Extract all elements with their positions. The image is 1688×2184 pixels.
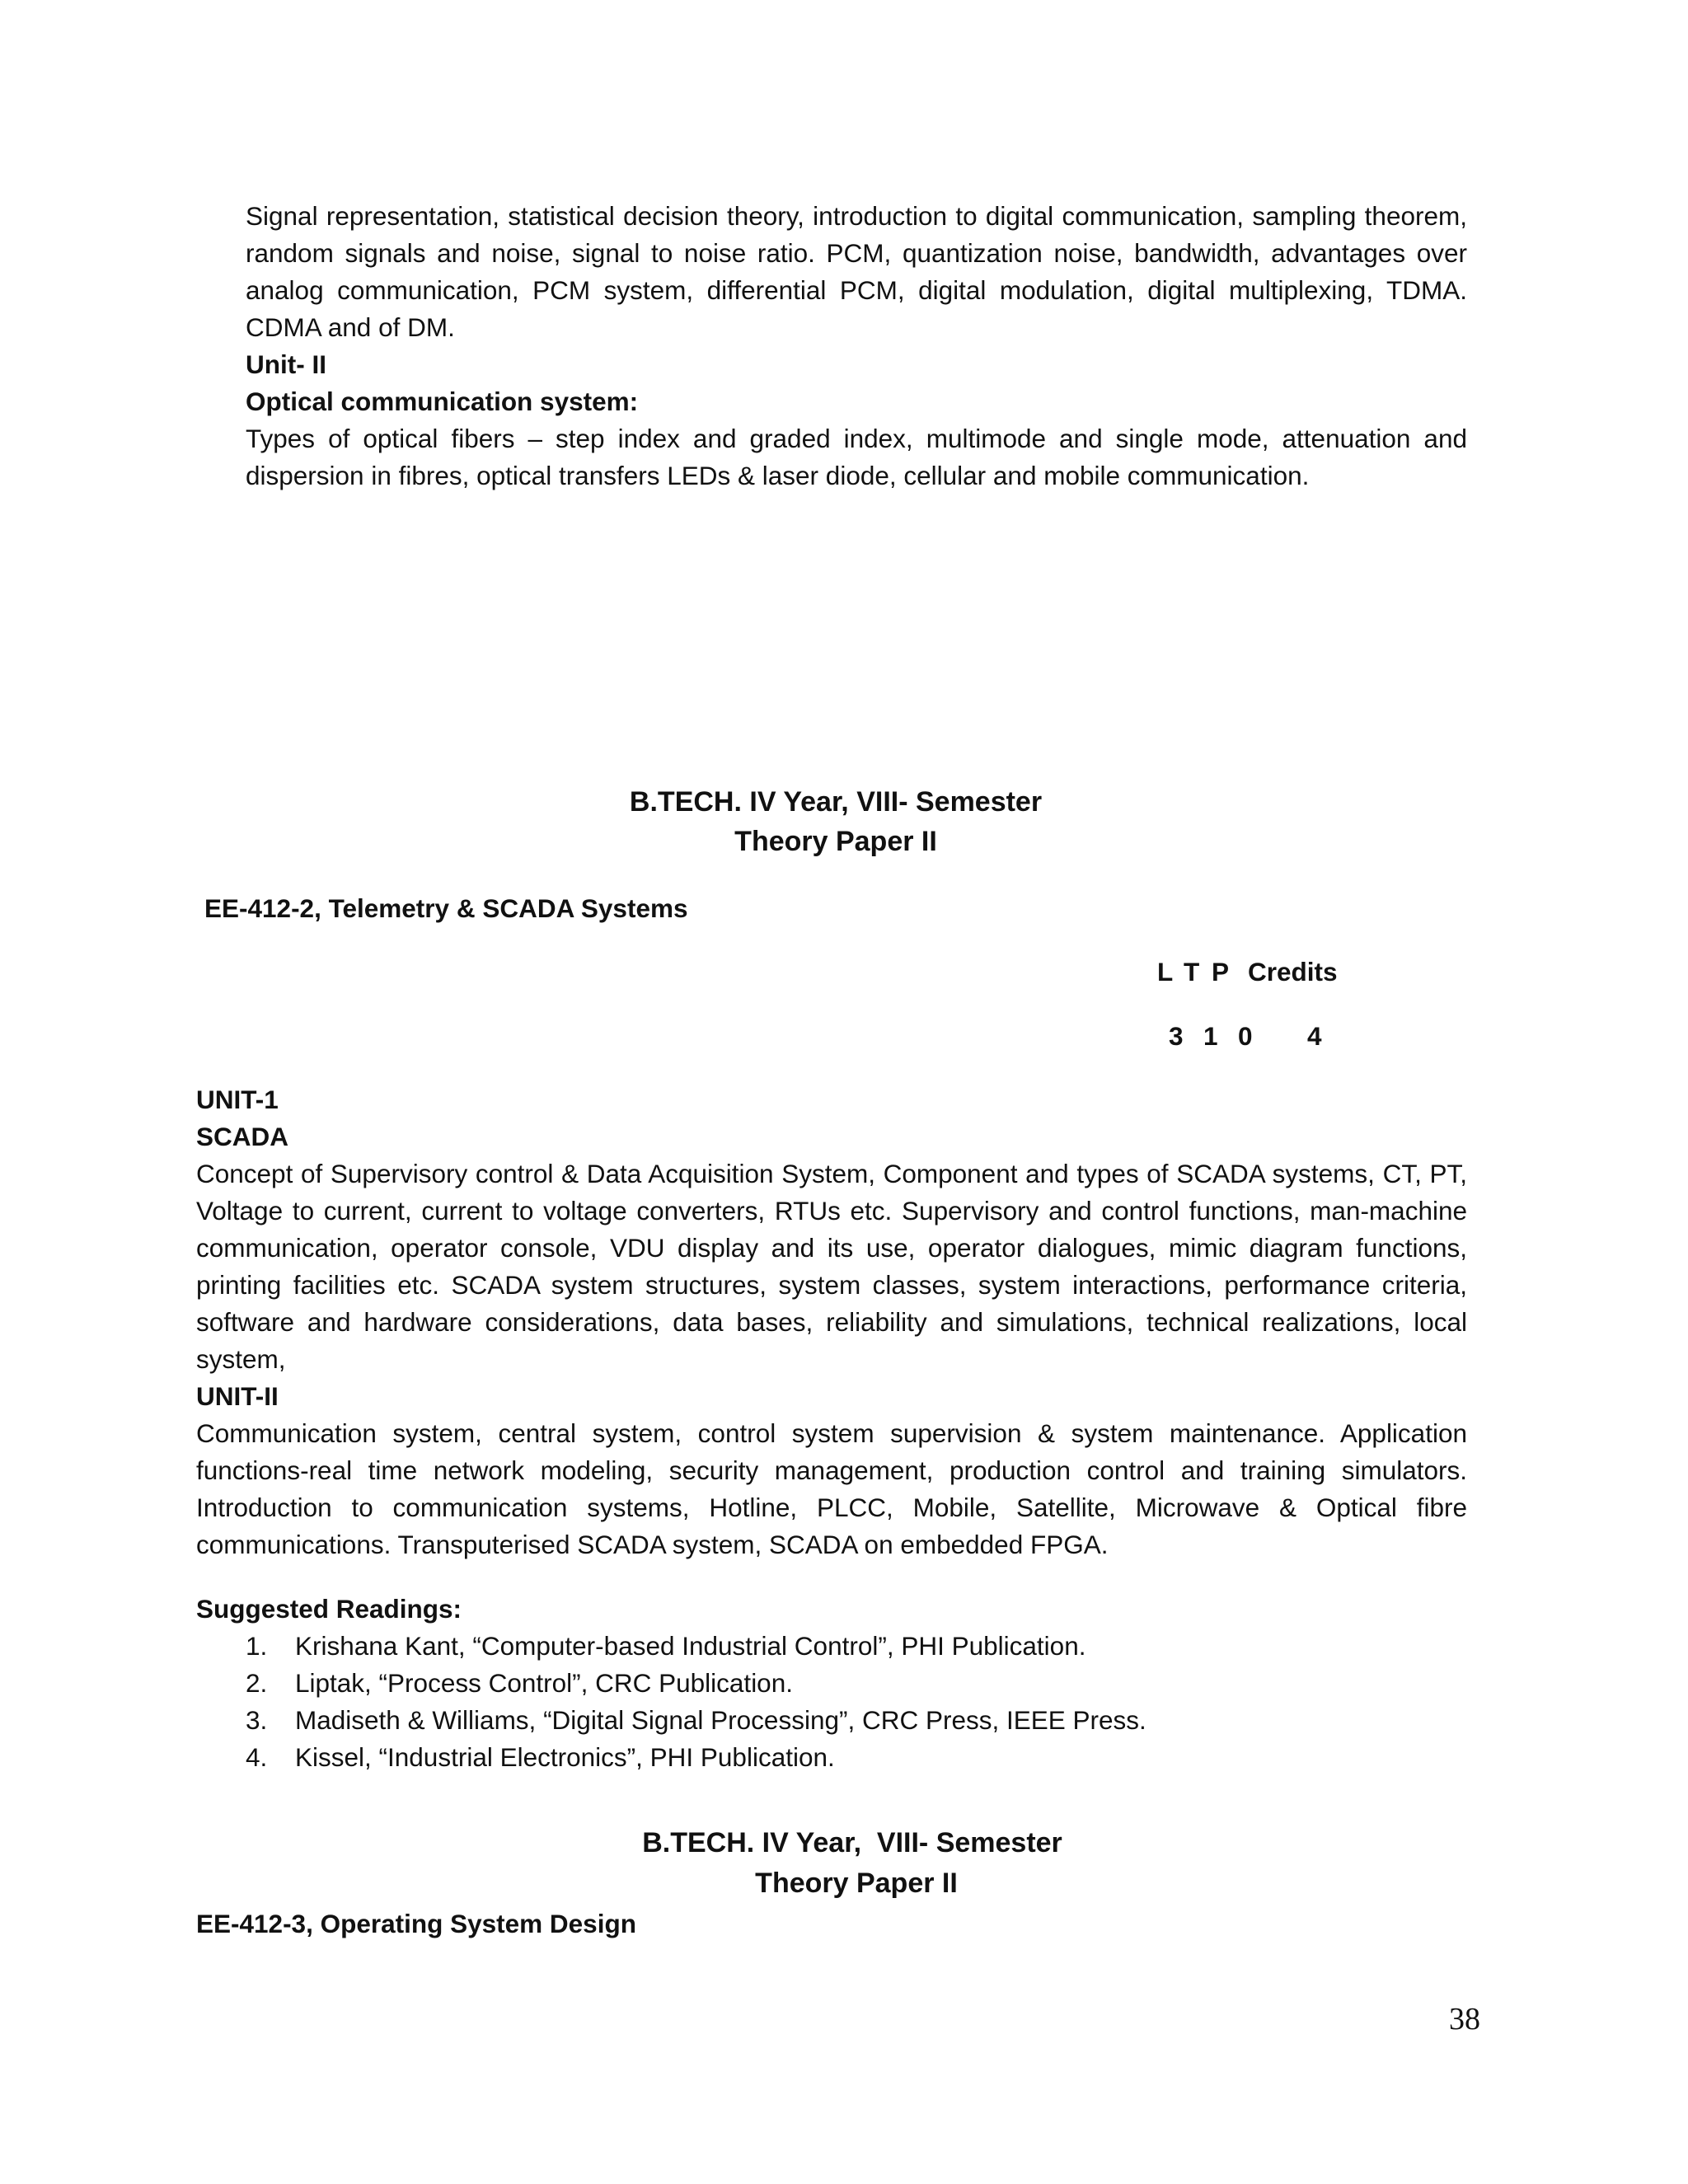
ltp-value-credits: 4 — [1307, 1021, 1322, 1051]
ltp-header-p: P — [1212, 957, 1230, 987]
page-number: 38 — [1449, 2002, 1480, 2036]
unit-ii-label: Unit- II — [246, 349, 326, 379]
ltp-header-row — [1157, 954, 1338, 991]
unit-1-title: SCADA — [196, 1122, 289, 1151]
unit-1-paragraph: Concept of Supervisory control & Data Acquisition System, Component and types of SCADA systems, CT, PT, Voltage to current, current to voltage converters, RTUs etc. Supervisory and control functions, man-machine communication, operator console, VDU display and its use, operator dialogues, mimic diagram functions, printing facilities etc. SCADA system structures, system classes, system interactions, performance criteria, software and hardware considerations, data bases, reliability and simulations, technical realizations, local system, — [196, 1159, 1467, 1374]
unit-2-label: UNIT-II — [196, 1381, 279, 1411]
course-1-heading-line1: B.TECH. IV Year, VIII- Semester — [629, 786, 1043, 818]
top-section — [246, 198, 1467, 494]
unit-ii-title: Optical communication system: — [246, 387, 639, 416]
ltp-values-row — [1169, 1018, 1322, 1055]
reading-item: 2. Liptak, “Process Control”, CRC Publication. — [246, 1668, 793, 1698]
ltp-header-credits: Credits — [1248, 957, 1338, 987]
reading-item: 4. Kissel, “Industrial Electronics”, PHI Publication. — [246, 1742, 835, 1772]
suggested-readings-list — [246, 1628, 1146, 1776]
course-2-heading-line1: B.TECH. IV Year, VIII- Semester — [642, 1827, 1062, 1858]
ltp-header-l: L — [1157, 957, 1174, 987]
suggested-readings-title: Suggested Readings: — [196, 1594, 462, 1624]
course-1-body — [196, 1081, 1467, 1563]
ltp-value-t: 1 — [1203, 1021, 1218, 1051]
course-1-code-title: EE-412-2, Telemetry & SCADA Systems — [204, 893, 688, 923]
course-2-code-title: EE-412-3, Operating System Design — [196, 1909, 636, 1938]
unit-2-paragraph: Communication system, central system, control system supervision & system maintenance. Application functions-real time network modeling, security management, production control and training simulators. Introduction to communication systems, Hotline, PLCC, Mobile, Satellite, Microwave & Optical fibre communications. Transputerised SCADA system, SCADA on embedded FPGA. — [196, 1418, 1467, 1559]
course-2-heading-line2: Theory Paper II — [755, 1868, 958, 1899]
course-1-heading-line2: Theory Paper II — [734, 826, 937, 857]
unit-ii-paragraph: Types of optical fibers – step index and graded index, multimode and single mode, attenuation and dispersion in fibres, optical transfers LEDs & laser diode, cellular and mobile communication. — [246, 424, 1467, 490]
ltp-value-l: 3 — [1169, 1021, 1184, 1051]
reading-item: 1. Krishana Kant, “Computer-based Industrial Control”, PHI Publication. — [246, 1631, 1086, 1661]
reading-item: 3. Madiseth & Williams, “Digital Signal Processing”, CRC Press, IEEE Press. — [246, 1705, 1146, 1735]
ltp-header-t: T — [1184, 957, 1200, 987]
unit-1-label: UNIT-1 — [196, 1085, 279, 1114]
intro-paragraph: Signal representation, statistical decision theory, introduction to digital communication, sampling theorem, random signals and noise, signal to noise ratio. PCM, quantization noise, bandwidth, advantages over analog communication, PCM system, differential PCM, digital modulation, digital multiplexing, TDMA. CDMA and of DM. — [246, 201, 1467, 342]
ltp-value-p: 0 — [1238, 1021, 1253, 1051]
